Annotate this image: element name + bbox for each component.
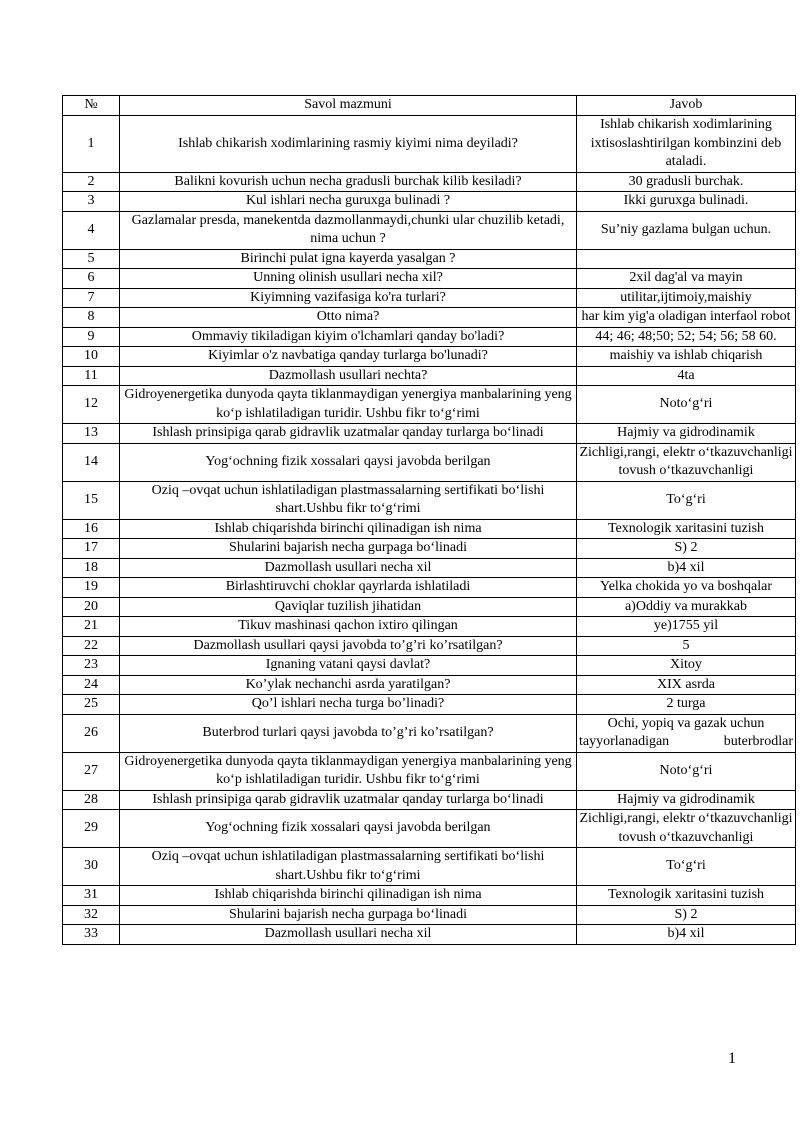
table-row: [63, 308, 796, 328]
table-row: [63, 192, 796, 212]
question-cell: Qo’l ishlari necha turga bo’linadi?: [120, 695, 577, 715]
answer-cell: Hajmiy va gidrodinamik: [577, 790, 796, 810]
table-row: [63, 519, 796, 539]
row-number-cell: 9: [63, 327, 120, 347]
question-cell: Ignaning vatani qaysi davlat?: [120, 656, 577, 676]
table-row: [63, 172, 796, 192]
row-number-cell: 12: [63, 386, 120, 424]
row-number-cell: 6: [63, 269, 120, 289]
table-row: [63, 675, 796, 695]
question-cell: Shularini bajarish necha gurpaga bo‘linadi: [120, 905, 577, 925]
answer-cell: b)4 xil: [577, 558, 796, 578]
answer-cell: Ikki guruxga bulinadi.: [577, 192, 796, 212]
answer-cell: To‘g‘ri: [577, 848, 796, 886]
question-cell: Birlashtiruvchi choklar qayrlarda ishlatiladi: [120, 578, 577, 598]
answer-cell: 2xil dag'al va mayin: [577, 269, 796, 289]
row-number-cell: 1: [63, 116, 120, 173]
table-row: [63, 925, 796, 945]
answer-cell: Noto‘g‘ri: [577, 752, 796, 790]
question-cell: Dazmollash usullari necha xil: [120, 558, 577, 578]
answer-cell: Hajmiy va gidrodinamik: [577, 424, 796, 444]
row-number-cell: 24: [63, 675, 120, 695]
answer-cell: [577, 249, 796, 269]
row-number-cell: 30: [63, 848, 120, 886]
page-number: 1: [728, 1050, 736, 1067]
table-row: [63, 424, 796, 444]
row-number-cell: 18: [63, 558, 120, 578]
question-cell: Dazmollash usullari nechta?: [120, 366, 577, 386]
question-cell: Ommaviy tikiladigan kiyim o'lchamlari qanday bo'ladi?: [120, 327, 577, 347]
row-number-cell: 2: [63, 172, 120, 192]
question-cell: Oziq –ovqat uchun ishlatiladigan plastmassalarning sertifikati bo‘lishi shart.Ushbu fikr to‘g‘rimi: [120, 481, 577, 519]
table-row: [63, 886, 796, 906]
question-cell: Ishlash prinsipiga qarab gidravlik uzatmalar qanday turlarga bo‘linadi: [120, 424, 577, 444]
row-number-cell: 33: [63, 925, 120, 945]
answer-cell: Zichligi,rangi, elektr o‘tkazuvchanligi tovush o‘tkazuvchanligi: [577, 443, 796, 481]
question-cell: Yog‘ochning fizik xossalari qaysi javobda berilgan: [120, 443, 577, 481]
answer-cell: 44; 46; 48;50; 52; 54; 56; 58 60.: [577, 327, 796, 347]
row-number-cell: 27: [63, 752, 120, 790]
question-cell: Otto nima?: [120, 308, 577, 328]
row-number-cell: 25: [63, 695, 120, 715]
question-cell: Dazmollash usullari qaysi javobda to’g’ri ko’rsatilgan?: [120, 636, 577, 656]
answer-cell: Zichligi,rangi, elektr o‘tkazuvchanligi tovush o‘tkazuvchanligi: [577, 810, 796, 848]
answer-cell: S) 2: [577, 905, 796, 925]
answer-cell: 2 turga: [577, 695, 796, 715]
row-number-cell: 32: [63, 905, 120, 925]
question-cell: Gidroyenergetika dunyoda qayta tiklanmaydigan yenergiya manbalarining yeng ko‘p ishlatiladigan turidir. Ushbu fikr to‘g‘rimi: [120, 386, 577, 424]
question-cell: Birinchi pulat igna kayerda yasalgan ?: [120, 249, 577, 269]
table-row: [63, 810, 796, 848]
answer-cell: 4ta: [577, 366, 796, 386]
row-number-cell: 17: [63, 539, 120, 559]
table-row: [63, 443, 796, 481]
question-cell: Qaviqlar tuzilish jihatidan: [120, 597, 577, 617]
row-number-cell: 7: [63, 288, 120, 308]
table-row: [63, 848, 796, 886]
header-question: Savol mazmuni: [120, 96, 577, 116]
question-cell: Buterbrod turlari qaysi javobda to’g’ri ko’rsatilgan?: [120, 714, 577, 752]
table-row: [63, 347, 796, 367]
row-number-cell: 16: [63, 519, 120, 539]
answer-cell: utilitar,ijtimoiy,maishiy: [577, 288, 796, 308]
table-row: [63, 211, 796, 249]
row-number-cell: 14: [63, 443, 120, 481]
header-answer: Javob: [577, 96, 796, 116]
question-cell: Ishlab chiqarishda birinchi qilinadigan ish nima: [120, 886, 577, 906]
table-row: [63, 481, 796, 519]
answer-cell: b)4 xil: [577, 925, 796, 945]
answer-cell: a)Oddiy va murakkab: [577, 597, 796, 617]
question-cell: Kiyimning vazifasiga ko'ra turlari?: [120, 288, 577, 308]
question-cell: Ishlab chiqarishda birinchi qilinadigan ish nima: [120, 519, 577, 539]
table-row: [63, 269, 796, 289]
answer-cell: ye)1755 yil: [577, 617, 796, 637]
answer-cell: Texnologik xaritasini tuzish: [577, 519, 796, 539]
question-cell: Gidroyenergetika dunyoda qayta tiklanmaydigan yenergiya manbalarining yeng ko‘p ishlatiladigan turidir. Ushbu fikr to‘g‘rimi: [120, 752, 577, 790]
row-number-cell: 31: [63, 886, 120, 906]
question-cell: Unning olinish usullari necha xil?: [120, 269, 577, 289]
question-cell: Gazlamalar presda, manekentda dazmollanmaydi,chunki ular chuzilib ketadi, nima uchun ?: [120, 211, 577, 249]
row-number-cell: 5: [63, 249, 120, 269]
row-number-cell: 8: [63, 308, 120, 328]
table-row: [63, 636, 796, 656]
row-number-cell: 29: [63, 810, 120, 848]
answer-cell: maishiy va ishlab chiqarish: [577, 347, 796, 367]
answer-cell: To‘g‘ri: [577, 481, 796, 519]
row-number-cell: 13: [63, 424, 120, 444]
table-header-row: [63, 96, 796, 116]
table-row: [63, 752, 796, 790]
row-number-cell: 10: [63, 347, 120, 367]
question-cell: Oziq –ovqat uchun ishlatiladigan plastmassalarning sertifikati bo‘lishi shart.Ushbu fikr to‘g‘rimi: [120, 848, 577, 886]
answer-cell: S) 2: [577, 539, 796, 559]
answer-cell: XIX asrda: [577, 675, 796, 695]
answer-cell: 5: [577, 636, 796, 656]
table-row: [63, 578, 796, 598]
table-row: [63, 714, 796, 752]
row-number-cell: 26: [63, 714, 120, 752]
table-row: [63, 617, 796, 637]
row-number-cell: 4: [63, 211, 120, 249]
row-number-cell: 20: [63, 597, 120, 617]
question-cell: Ishlab chikarish xodimlarining rasmiy kiyimi nima deyiladi?: [120, 116, 577, 173]
question-cell: Kul ishlari necha guruxga bulinadi ?: [120, 192, 577, 212]
answer-cell: Noto‘g‘ri: [577, 386, 796, 424]
table-row: [63, 366, 796, 386]
table-body: [63, 116, 796, 945]
question-cell: Dazmollash usullari necha xil: [120, 925, 577, 945]
answer-cell: 30 gradusli burchak.: [577, 172, 796, 192]
table-row: [63, 790, 796, 810]
table-row: [63, 695, 796, 715]
row-number-cell: 21: [63, 617, 120, 637]
row-number-cell: 23: [63, 656, 120, 676]
table-row: [63, 116, 796, 173]
answer-cell: Yelka chokida yo va boshqalar: [577, 578, 796, 598]
answer-cell: Su’niy gazlama bulgan uchun.: [577, 211, 796, 249]
row-number-cell: 11: [63, 366, 120, 386]
table-row: [63, 386, 796, 424]
answer-cell: Xitoy: [577, 656, 796, 676]
answer-cell: har kim yig'a oladigan interfaol robot: [577, 308, 796, 328]
answer-cell: Texnologik xaritasini tuzish: [577, 886, 796, 906]
question-cell: Ishlash prinsipiga qarab gidravlik uzatmalar qanday turlarga bo‘linadi: [120, 790, 577, 810]
table-row: [63, 327, 796, 347]
answer-cell: Ochi, yopiq va gazak uchun tayyorlanadigan buterbrodlar: [577, 714, 796, 752]
table-row: [63, 597, 796, 617]
question-cell: Yog‘ochning fizik xossalari qaysi javobda berilgan: [120, 810, 577, 848]
row-number-cell: 28: [63, 790, 120, 810]
question-cell: Ko’ylak nechanchi asrda yaratilgan?: [120, 675, 577, 695]
table-row: [63, 558, 796, 578]
question-cell: Shularini bajarish necha gurpaga bo‘linadi: [120, 539, 577, 559]
table-row: [63, 656, 796, 676]
row-number-cell: 15: [63, 481, 120, 519]
table-row: [63, 288, 796, 308]
question-cell: Tikuv mashinasi qachon ixtiro qilingan: [120, 617, 577, 637]
table-row: [63, 905, 796, 925]
header-number: №: [63, 96, 120, 116]
table-row: [63, 539, 796, 559]
table-row: [63, 249, 796, 269]
row-number-cell: 19: [63, 578, 120, 598]
question-cell: Balikni kovurish uchun necha gradusli burchak kilib kesiladi?: [120, 172, 577, 192]
question-answer-table: [62, 95, 796, 945]
row-number-cell: 3: [63, 192, 120, 212]
answer-cell: Ishlab chikarish xodimlarining ixtisoslashtirilgan kombinzini deb ataladi.: [577, 116, 796, 173]
question-cell: Kiyimlar o'z navbatiga qanday turlarga bo'lunadi?: [120, 347, 577, 367]
row-number-cell: 22: [63, 636, 120, 656]
